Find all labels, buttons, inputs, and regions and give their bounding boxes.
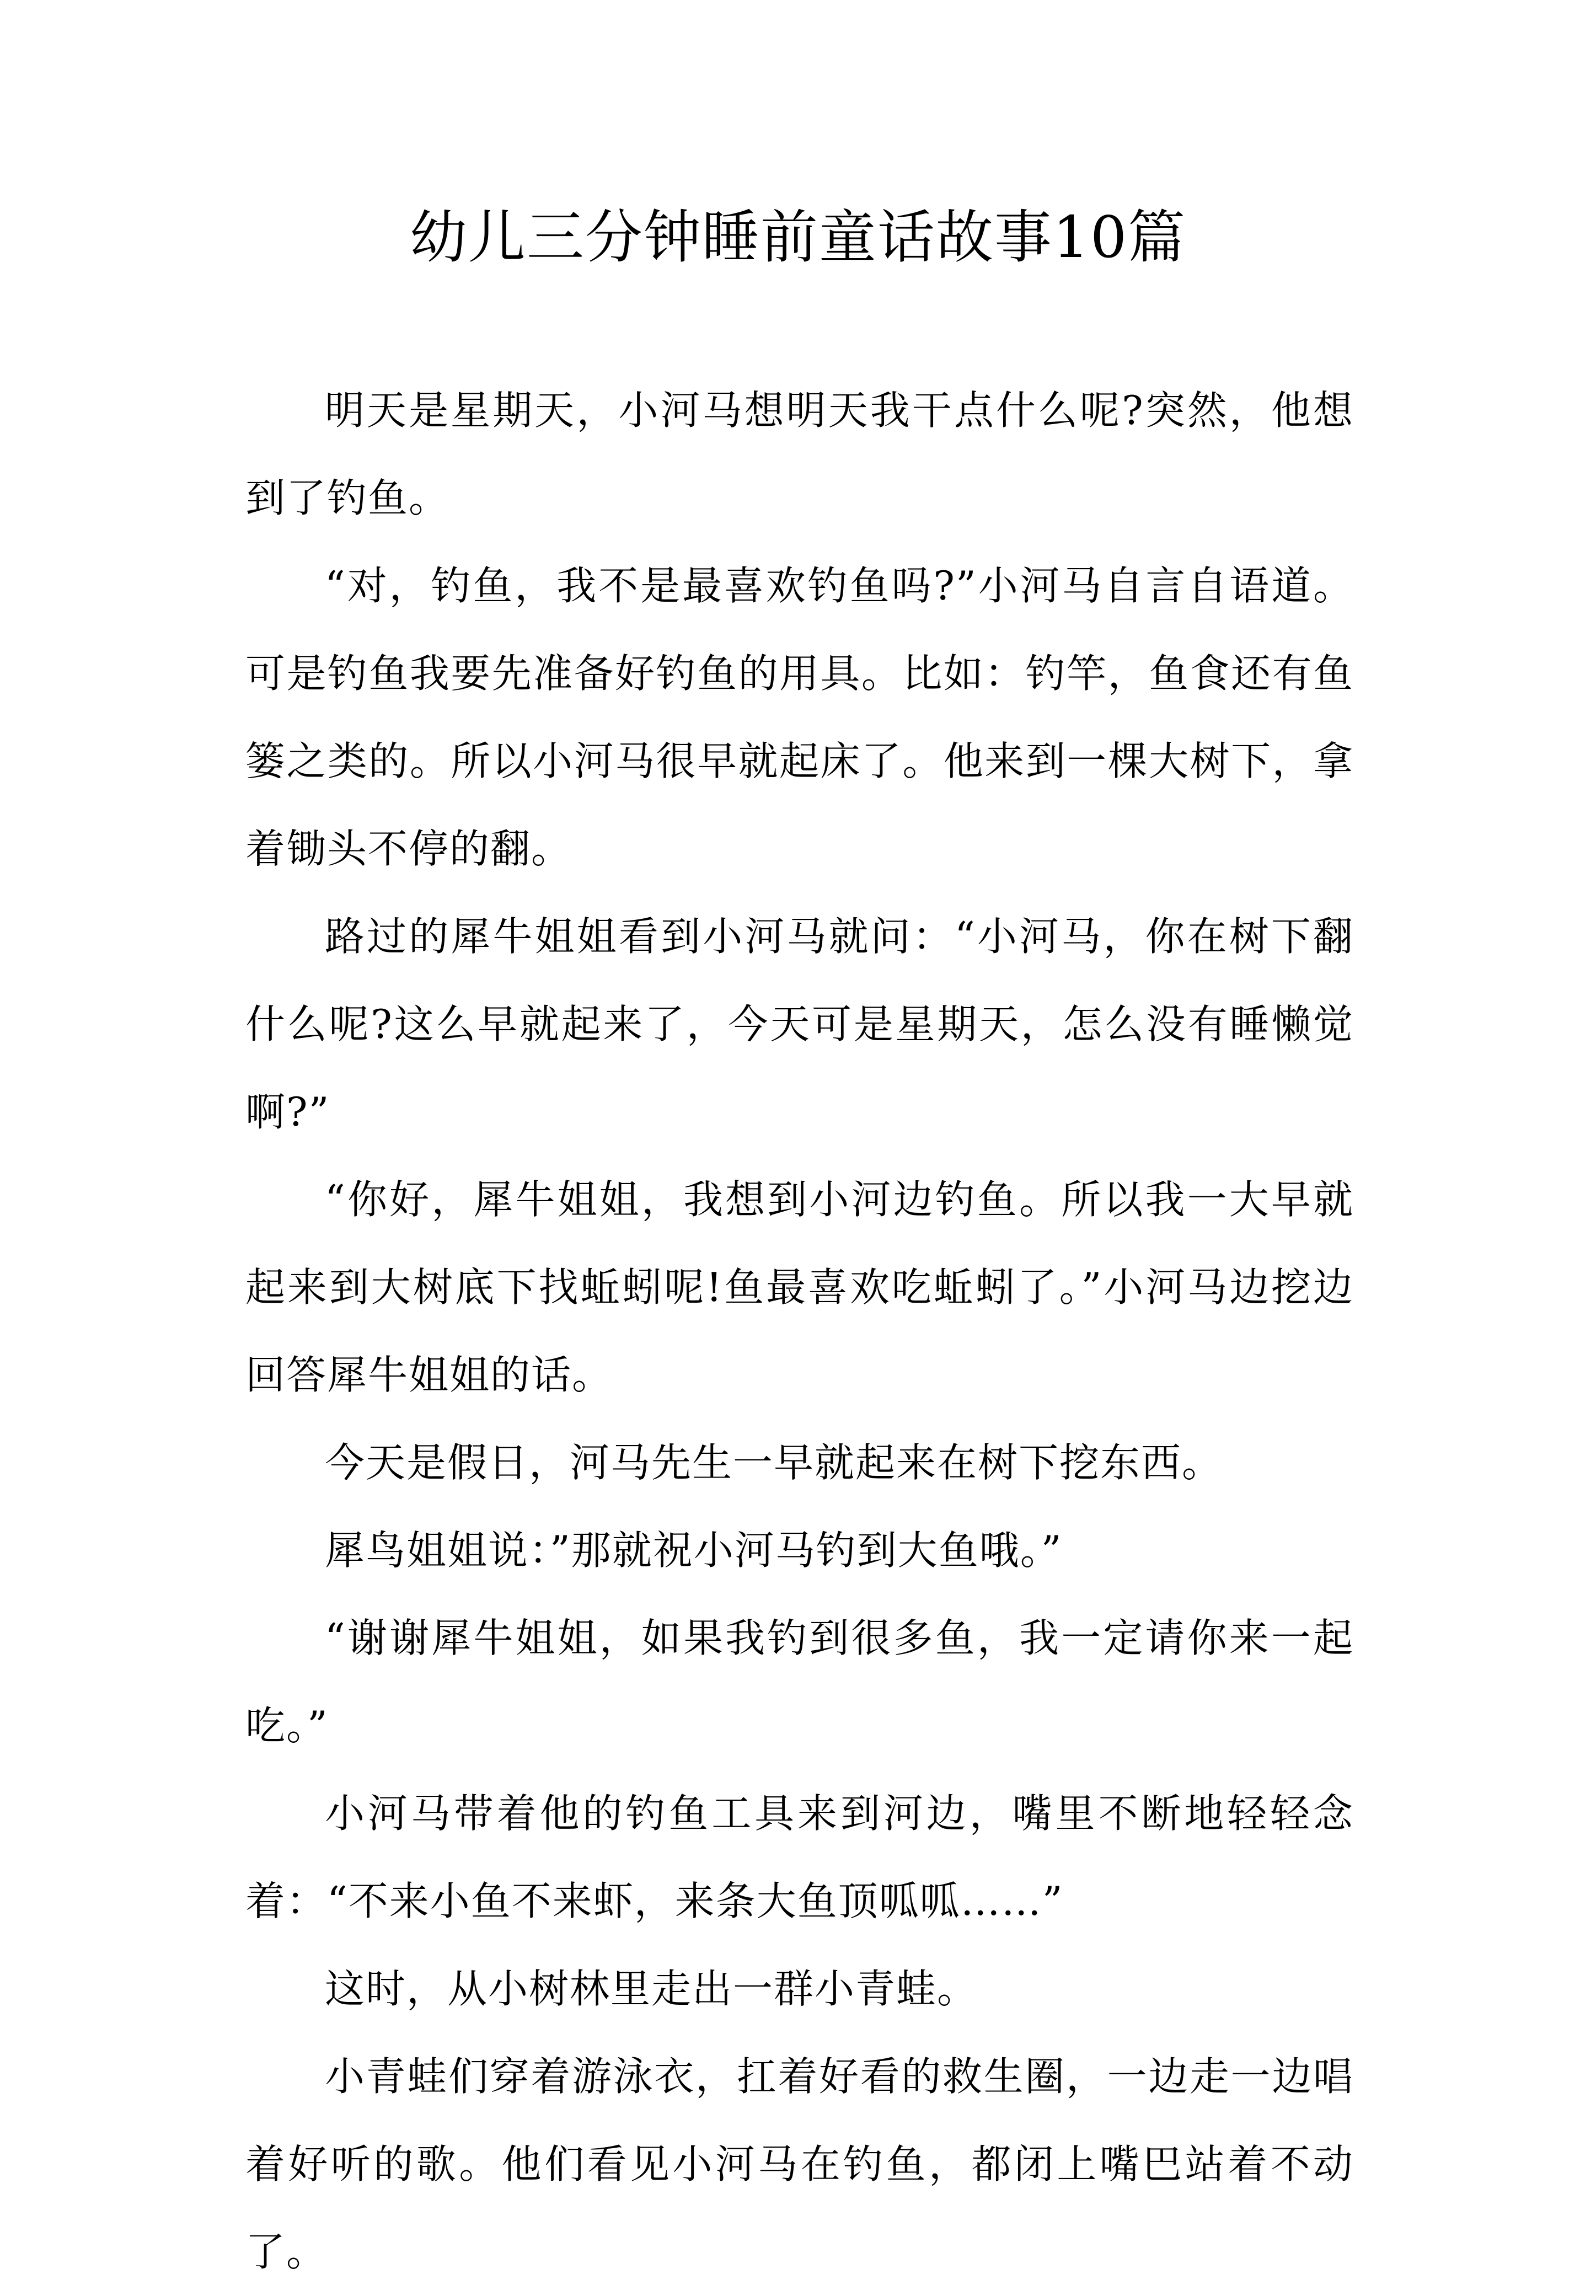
paragraph: 这时，从小树林里走出一群小青蛙。 bbox=[325, 1966, 978, 2012]
paragraph: 今天是假日，河马先生一早就起来在树下挖东西。 bbox=[325, 1439, 1223, 1486]
paragraph: “你好，犀牛姐姐，我想到小河边钓鱼。所以我一大早就起来到大树底下找蚯蚓呢!鱼最喜欢吃蚯蚓了。”小河马边挖边回答犀牛姐姐的话。 bbox=[245, 1176, 1354, 1398]
paragraph: 路过的犀牛姐姐看到小河马就问：“小河马，你在树下翻什么呢?这么早就起来了，今天可是星期天，怎么没有睡懒觉啊?” bbox=[245, 913, 1354, 1135]
document-title: 幼儿三分钟睡前童话故事10篇 bbox=[409, 204, 1187, 271]
document-body bbox=[245, 367, 1354, 2296]
paragraph: “谢谢犀牛姐姐，如果我钓到很多鱼，我一定请你来一起吃。” bbox=[245, 1615, 1354, 1749]
paragraph: 小青蛙们穿着游泳衣，扛着好看的救生圈，一边走一边唱着好听的歌。他们看见小河马在钓鱼，都闭上嘴巴站着不动了。 bbox=[245, 2053, 1354, 2275]
paragraph: 犀鸟姐姐说：”那就祝小河马钓到大鱼哦。” bbox=[325, 1527, 1063, 1574]
paragraph: 小河马带着他的钓鱼工具来到河边，嘴里不断地轻轻念着：“不来小鱼不来虾，来条大鱼顶呱呱……” bbox=[245, 1790, 1354, 1924]
paragraph: 明天是星期天，小河马想明天我干点什么呢?突然，他想到了钓鱼。 bbox=[245, 387, 1354, 521]
paragraph: “对，钓鱼，我不是最喜欢钓鱼吗?”小河马自言自语道。可是钓鱼我要先准备好钓鱼的用具。比如：钓竿，鱼食还有鱼篓之类的。所以小河马很早就起床了。他来到一棵大树下，拿着锄头不停的翻。 bbox=[245, 563, 1354, 872]
